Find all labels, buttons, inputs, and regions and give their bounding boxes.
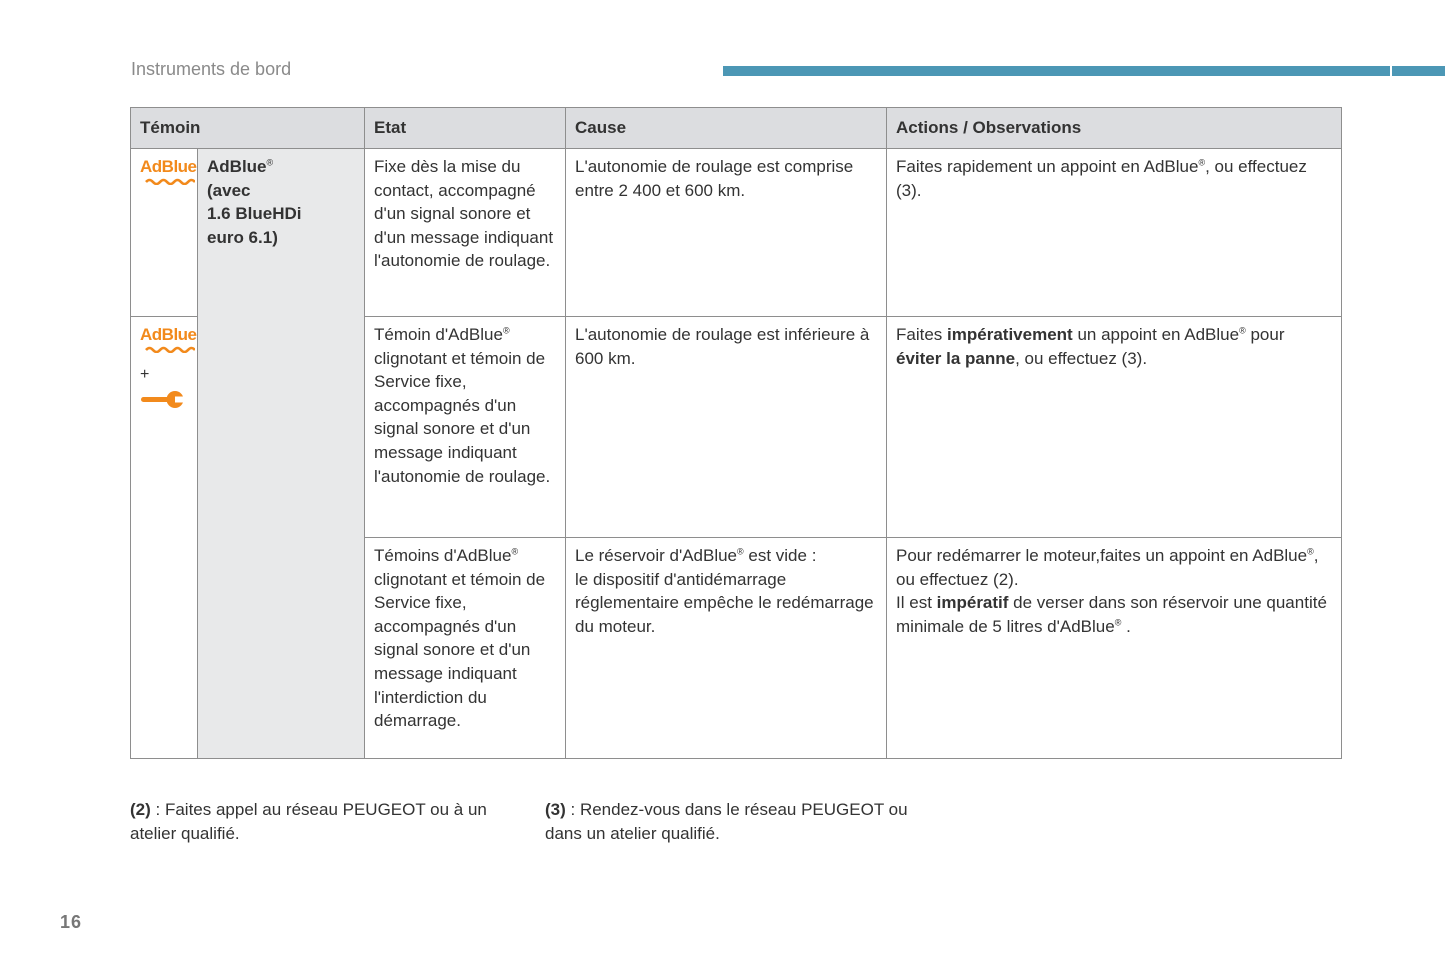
column-header-cause: Cause: [566, 108, 887, 149]
footnote-3: (3) : Rendez-vous dans le réseau PEUGEOT ou dans un atelier qualifié.: [545, 800, 908, 843]
icon-cell: [131, 149, 198, 317]
icon-cell: [131, 317, 198, 759]
cause-cell: L'autonomie de roulage est comprise entre 2 400 et 600 km.: [566, 149, 887, 317]
etat-cell: Témoin d'AdBlue® clignotant et témoin de Service fixe, accompagnés d'un signal sonore et d'un message indiquant l'autonomie de roulage.: [365, 317, 566, 538]
header-accent-bar: [723, 66, 1445, 76]
column-header-actions: Actions / Observations: [887, 108, 1342, 149]
column-header-temoin: Témoin: [131, 108, 365, 149]
group-detail-3: euro 6.1): [207, 227, 278, 247]
table-header-row: [131, 108, 1342, 149]
page-number: 16: [60, 912, 83, 932]
footnote-2: (2) : Faites appel au réseau PEUGEOT ou à un atelier qualifié.: [130, 800, 487, 843]
table-row: [131, 149, 1342, 317]
section-title: Instruments de bord: [131, 59, 292, 79]
header-accent-bar-gap: [1390, 66, 1392, 76]
plus-sign: +: [140, 366, 150, 383]
adblue-icon: AdBlue: [140, 158, 200, 185]
etat-cell: Fixe dès la mise du contact, accompagné d'un signal sonore et d'un message indiquant l'autonomie de roulage.: [365, 149, 566, 317]
column-header-etat: Etat: [365, 108, 566, 149]
action-cell: Faites impérativement un appoint en AdBlue® pour éviter la panne, ou effectuez (3).: [887, 317, 1342, 538]
adblue-wave-icon: [145, 345, 195, 353]
etat-cell: Témoins d'AdBlue® clignotant et témoin de Service fixe, accompagnés d'un signal sonore et d'un message indiquant l'interdiction du démarrage.: [365, 538, 566, 759]
cause-cell: Le réservoir d'AdBlue® est vide : le dispositif d'antidémarrage réglementaire empêche le redémarrage du moteur.: [566, 538, 887, 759]
adblue-icon: AdBlue: [140, 326, 200, 353]
group-detail-1: (avec: [207, 180, 251, 200]
group-name: AdBlue: [207, 157, 267, 176]
wrench-icon: [140, 389, 186, 409]
warning-lights-table: [130, 107, 1342, 759]
adblue-wave-icon: [145, 177, 195, 185]
action-cell: Pour redémarrer le moteur,faites un appoint en AdBlue®, ou effectuez (2). Il est impératif de verser dans son réservoir une quantité minimale de 5 litres d'AdBlue® .: [887, 538, 1342, 759]
cause-cell: L'autonomie de roulage est inférieure à 600 km.: [566, 317, 887, 538]
group-detail-2: 1.6 BlueHDi: [207, 204, 302, 224]
group-name-cell: AdBlue® (avec 1.6 BlueHDi euro 6.1): [198, 149, 365, 759]
action-cell: Faites rapidement un appoint en AdBlue®, ou effectuez (3).: [887, 149, 1342, 317]
